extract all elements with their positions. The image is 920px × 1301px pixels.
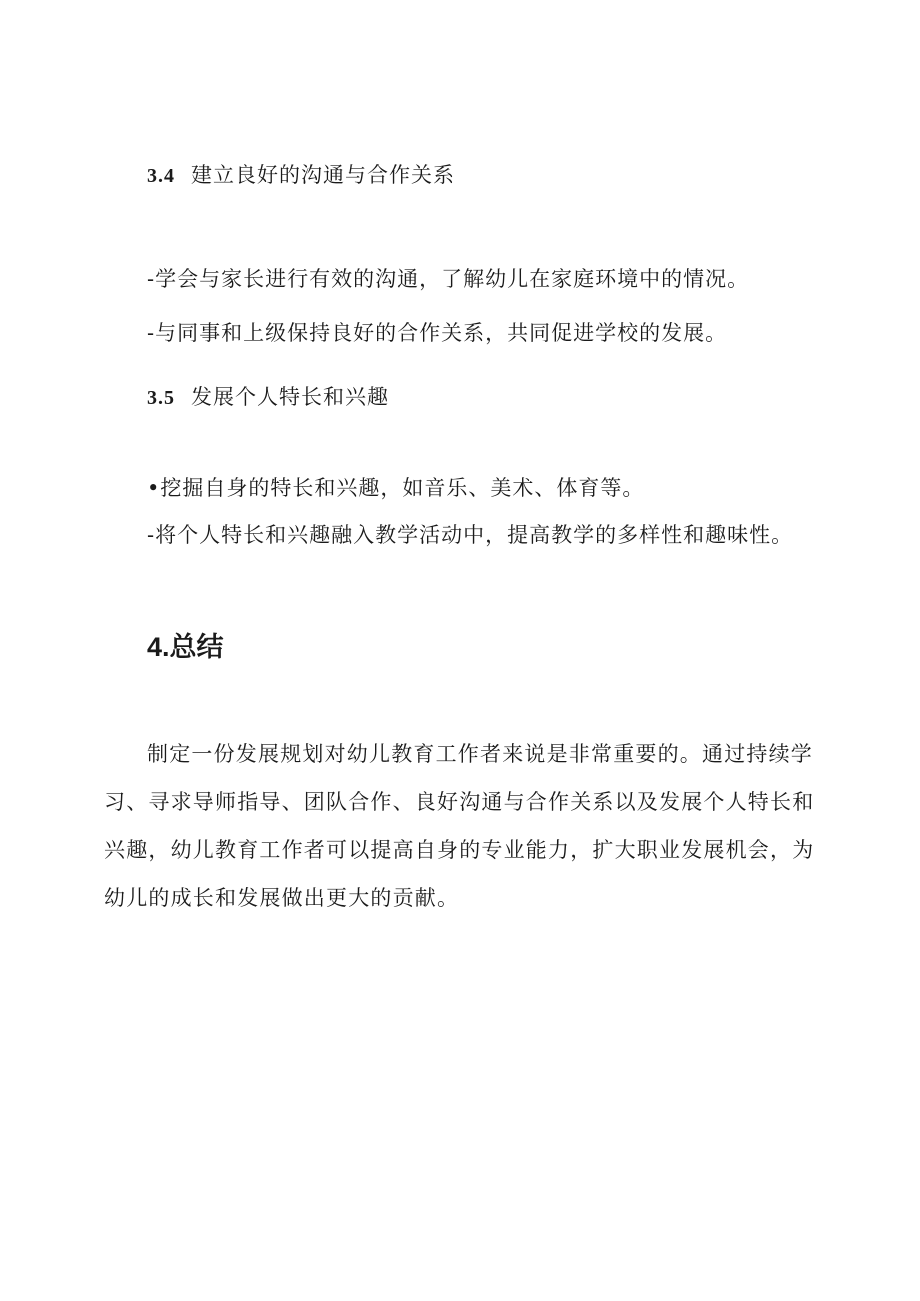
section-4-paragraph: 制定一份发展规划对幼儿教育工作者来说是非常重要的。通过持续学习、寻求导师指导、团队合作、良好沟通与合作关系以及发展个人特长和兴趣，幼儿教育工作者可以提高自身的专业能力，扩大职业发展机会，为幼儿的成长和发展做出更大的贡献。 <box>104 742 815 910</box>
section-3-4-number: 3.4 <box>147 165 175 187</box>
section-3-4-heading <box>147 160 455 191</box>
section-4-title: 4.总结 <box>147 632 224 662</box>
section-3-4-item-2: -与同事和上级保持良好的合作关系，共同促进学校的发展。 <box>147 321 728 345</box>
section-3-5-title: 发展个人特长和兴趣 <box>191 385 389 409</box>
section-3-5-number: 3.5 <box>147 387 175 409</box>
section-3-5-item-1: •挖掘自身的特长和兴趣，如音乐、美术、体育等。 <box>147 476 645 500</box>
section-3-4-title: 建立良好的沟通与合作关系 <box>191 163 455 187</box>
section-3-5-heading <box>147 382 389 413</box>
section-3-4-item-1: -学会与家长进行有效的沟通，了解幼儿在家庭环境中的情况。 <box>147 267 750 291</box>
section-3-5-item-2: -将个人特长和兴趣融入教学活动中，提高教学的多样性和趣味性。 <box>147 523 794 547</box>
